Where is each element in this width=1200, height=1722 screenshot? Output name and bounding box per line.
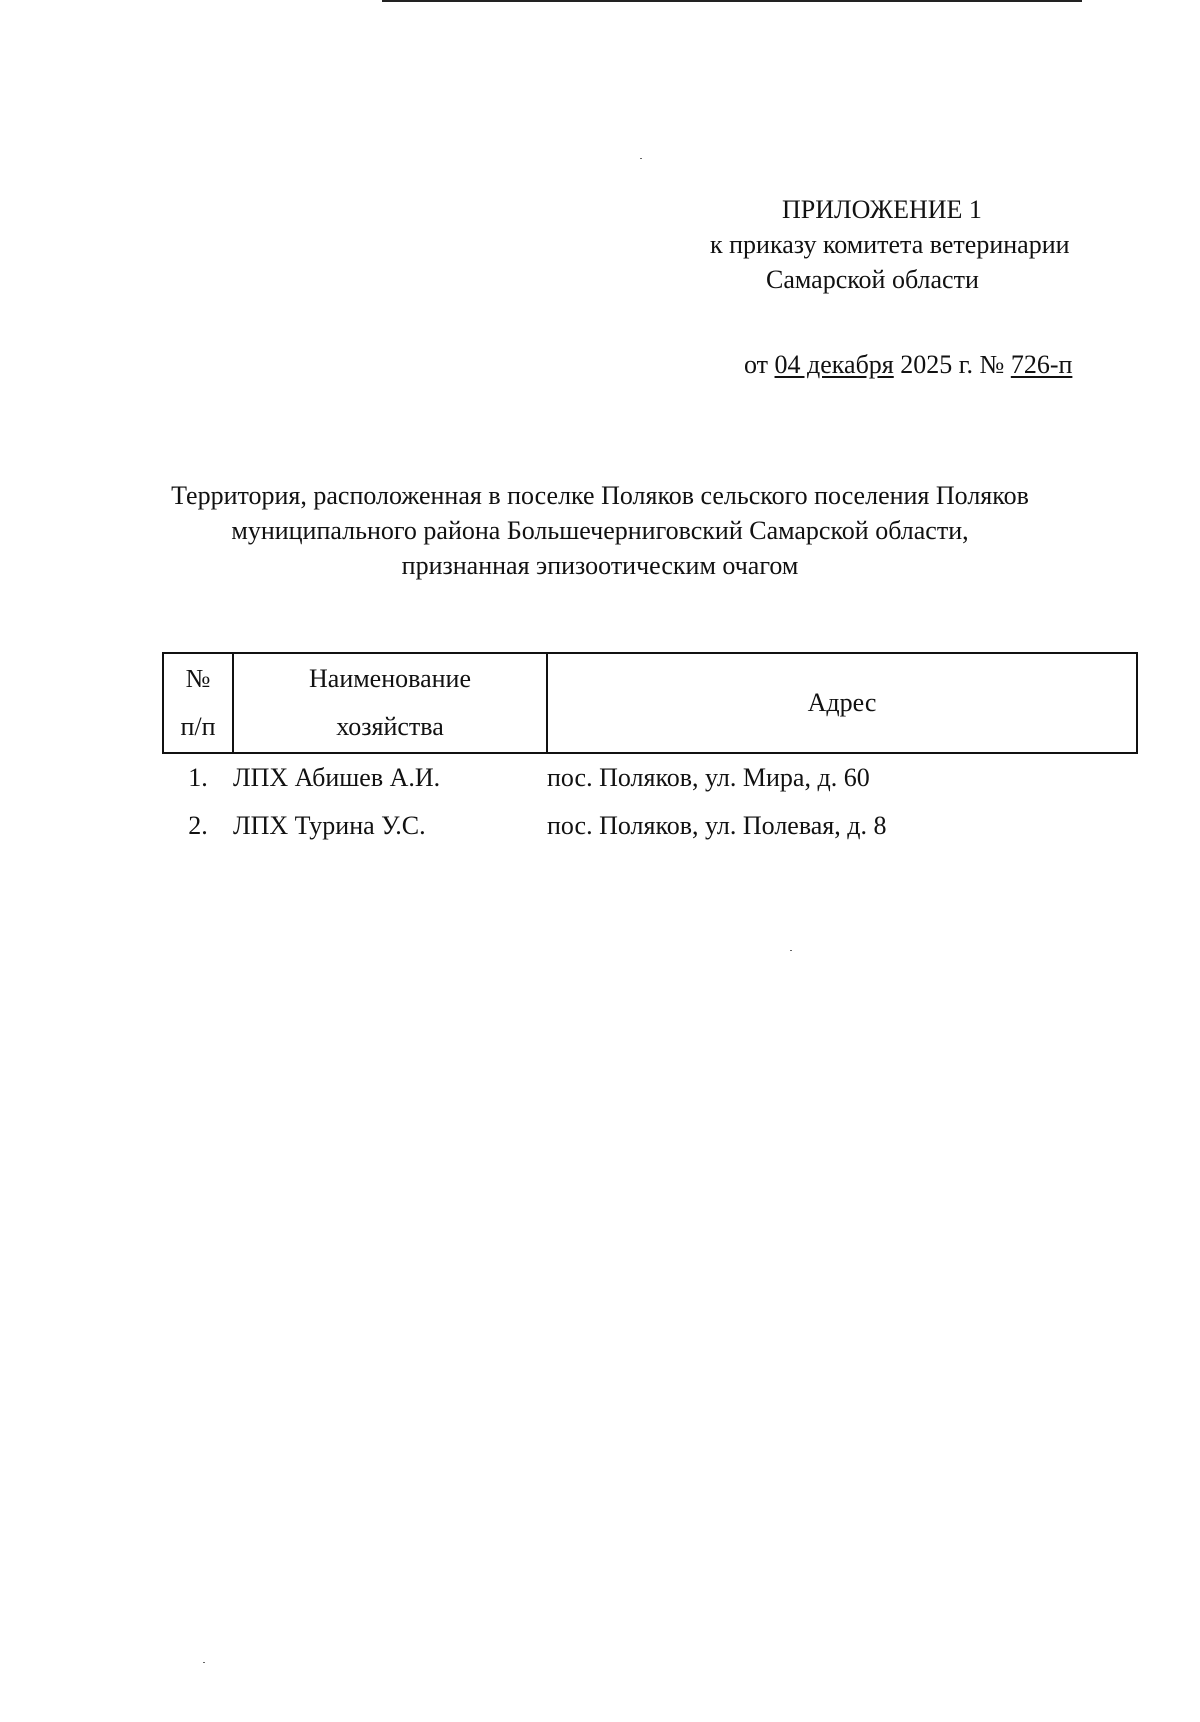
row-num: 1. xyxy=(188,763,208,792)
order-date: 04 декабря xyxy=(774,350,894,379)
top-border-line xyxy=(382,0,1082,2)
appendix-title: ПРИЛОЖЕНИЕ 1 xyxy=(782,195,982,224)
order-number: 726-п xyxy=(1010,350,1073,379)
heading-line-2: муниципального района Большечерниговский Самарской области, xyxy=(231,516,969,545)
heading-line-3: признанная эпизоотическим очагом xyxy=(401,551,799,580)
scan-speck xyxy=(203,1662,205,1663)
scan-speck xyxy=(790,950,792,951)
document-heading xyxy=(100,478,1100,583)
header-num-line1: № xyxy=(185,664,211,693)
row-address: пос. Поляков, ул. Мира, д. 60 xyxy=(547,763,870,792)
appendix-order-ref: к приказу комитета ветеринарии xyxy=(710,230,1070,259)
date-prefix: от xyxy=(744,350,775,379)
header-name-line1: Наименование xyxy=(309,664,471,693)
row-name: ЛПХ Турина У.С. xyxy=(233,811,426,840)
appendix-block xyxy=(706,192,1126,382)
table-row xyxy=(163,753,1137,802)
row-address: пос. Поляков, ул. Полевая, д. 8 xyxy=(547,811,887,840)
scan-speck xyxy=(640,158,642,159)
table-row xyxy=(163,802,1137,850)
appendix-region: Самарской области xyxy=(766,265,979,294)
heading-line-1: Территория, расположенная в поселке Поляков сельского поселения Поляков xyxy=(171,481,1029,510)
header-name xyxy=(233,653,547,753)
row-num: 2. xyxy=(188,811,208,840)
holdings-table xyxy=(162,652,1138,850)
header-name-line2: хозяйства xyxy=(336,712,444,741)
row-name: ЛПХ Абишев А.И. xyxy=(233,763,441,792)
date-mid: 2025 г. № xyxy=(893,350,1011,379)
table-header-row xyxy=(163,653,1137,753)
header-num xyxy=(163,653,233,753)
header-address: Адрес xyxy=(547,653,1137,753)
header-num-line2: п/п xyxy=(180,712,216,741)
appendix-date-line xyxy=(706,347,1126,382)
